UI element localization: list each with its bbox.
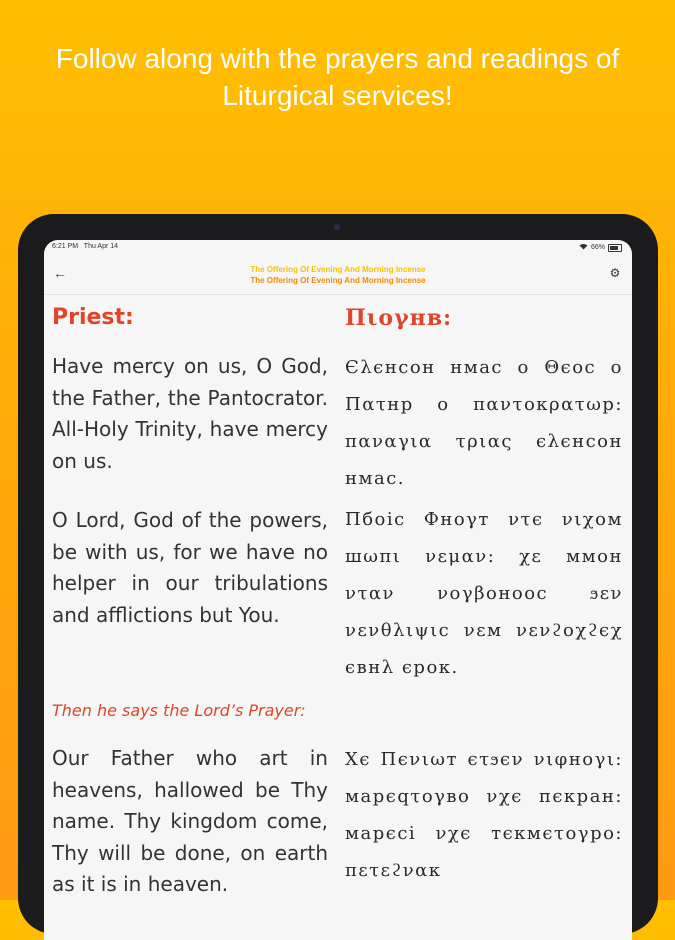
promo-line-2: Liturgical services! — [222, 80, 453, 111]
battery-percent: 66% — [590, 244, 605, 251]
status-bar — [44, 240, 632, 254]
prayer-paragraph-coptic-1: Єλєнсон нмас ο Θєос ο Пατнр ο παντοκρατωр: παναγια τριας єλєнсон нмас. — [345, 357, 623, 489]
camera-dot — [334, 224, 340, 230]
settings-button[interactable] — [608, 266, 622, 280]
promo-caption — [0, 40, 675, 114]
prayer-paragraph-english-2: O Lord, God of the powers, be with us, for we have no helper in our tribulations and afflictions but You. — [52, 508, 328, 627]
tablet-frame — [18, 214, 658, 934]
role-label-coptic: Пιоγнв: — [345, 305, 453, 331]
status-date: Thu Apr 14 — [83, 243, 119, 250]
prayer-content[interactable] — [44, 295, 632, 940]
wifi-icon — [579, 243, 588, 252]
nav-title — [44, 264, 632, 286]
nav-title-line-1: The Offering Of Evening And Morning Incense — [250, 265, 426, 274]
battery-icon — [608, 244, 622, 252]
role-label-english: Priest: — [52, 305, 134, 330]
prayer-paragraph-english-3: Our Father who art in heavens, hallowed be Thy name. Thy kingdom come, Thy will be done, on earth as it is in heaven. — [52, 746, 328, 896]
nav-title-line-2: The Offering Of Evening And Morning Incense — [250, 276, 426, 285]
status-time: 6:21 PM — [52, 243, 79, 250]
rubric-english: Then he says the Lord’s Prayer: — [52, 701, 306, 720]
gear-icon: ⚙ — [609, 266, 621, 280]
nav-bar — [44, 254, 632, 295]
promo-line-1: Follow along with the prayers and readings of — [55, 43, 620, 74]
arrow-left-icon: ← — [53, 265, 67, 281]
prayer-paragraph-coptic-3: Χє Пєνιωт єτϧєν νιφнογι: марєqτογвο νχє пєкран: марєсі νχє тєкмєτογро: πετεϩνακ — [345, 749, 623, 881]
prayer-paragraph-coptic-2: Пбоіс Фноγт ντє νιχом шωπι νεμαν: χε ммон νταν νογβоноос ϧεν νενθλιψιс νεм νενϩοχϩєχ євнλ єрок. — [345, 509, 623, 678]
app-screen — [44, 240, 632, 940]
prayer-paragraph-english-1: Have mercy on us, O God, the Father, the Pantocrator. All-Holy Trinity, have mercy on us. — [52, 354, 328, 473]
